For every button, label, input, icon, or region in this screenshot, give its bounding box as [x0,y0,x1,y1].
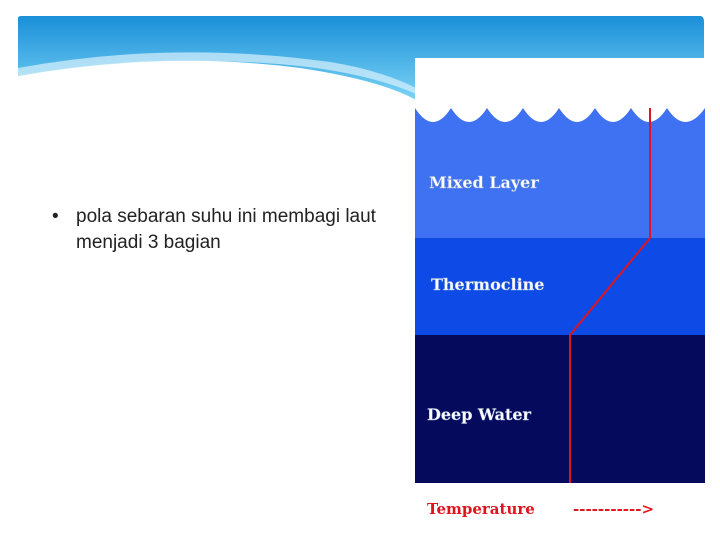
label-thermocline: Thermocline [431,275,545,294]
x-axis-label: Temperature [427,500,535,518]
ocean-temperature-diagram [415,58,705,540]
bullet-text: pola sebaran suhu ini membagi laut menjadi 3 bagian [76,206,376,253]
bullet-point [52,204,412,256]
bullet-marker: • [52,206,59,227]
x-axis-arrow: -----------> [573,500,655,518]
label-deep-water: Deep Water [427,405,531,424]
surface-sky [415,58,705,108]
label-mixed-layer: Mixed Layer [429,173,539,192]
